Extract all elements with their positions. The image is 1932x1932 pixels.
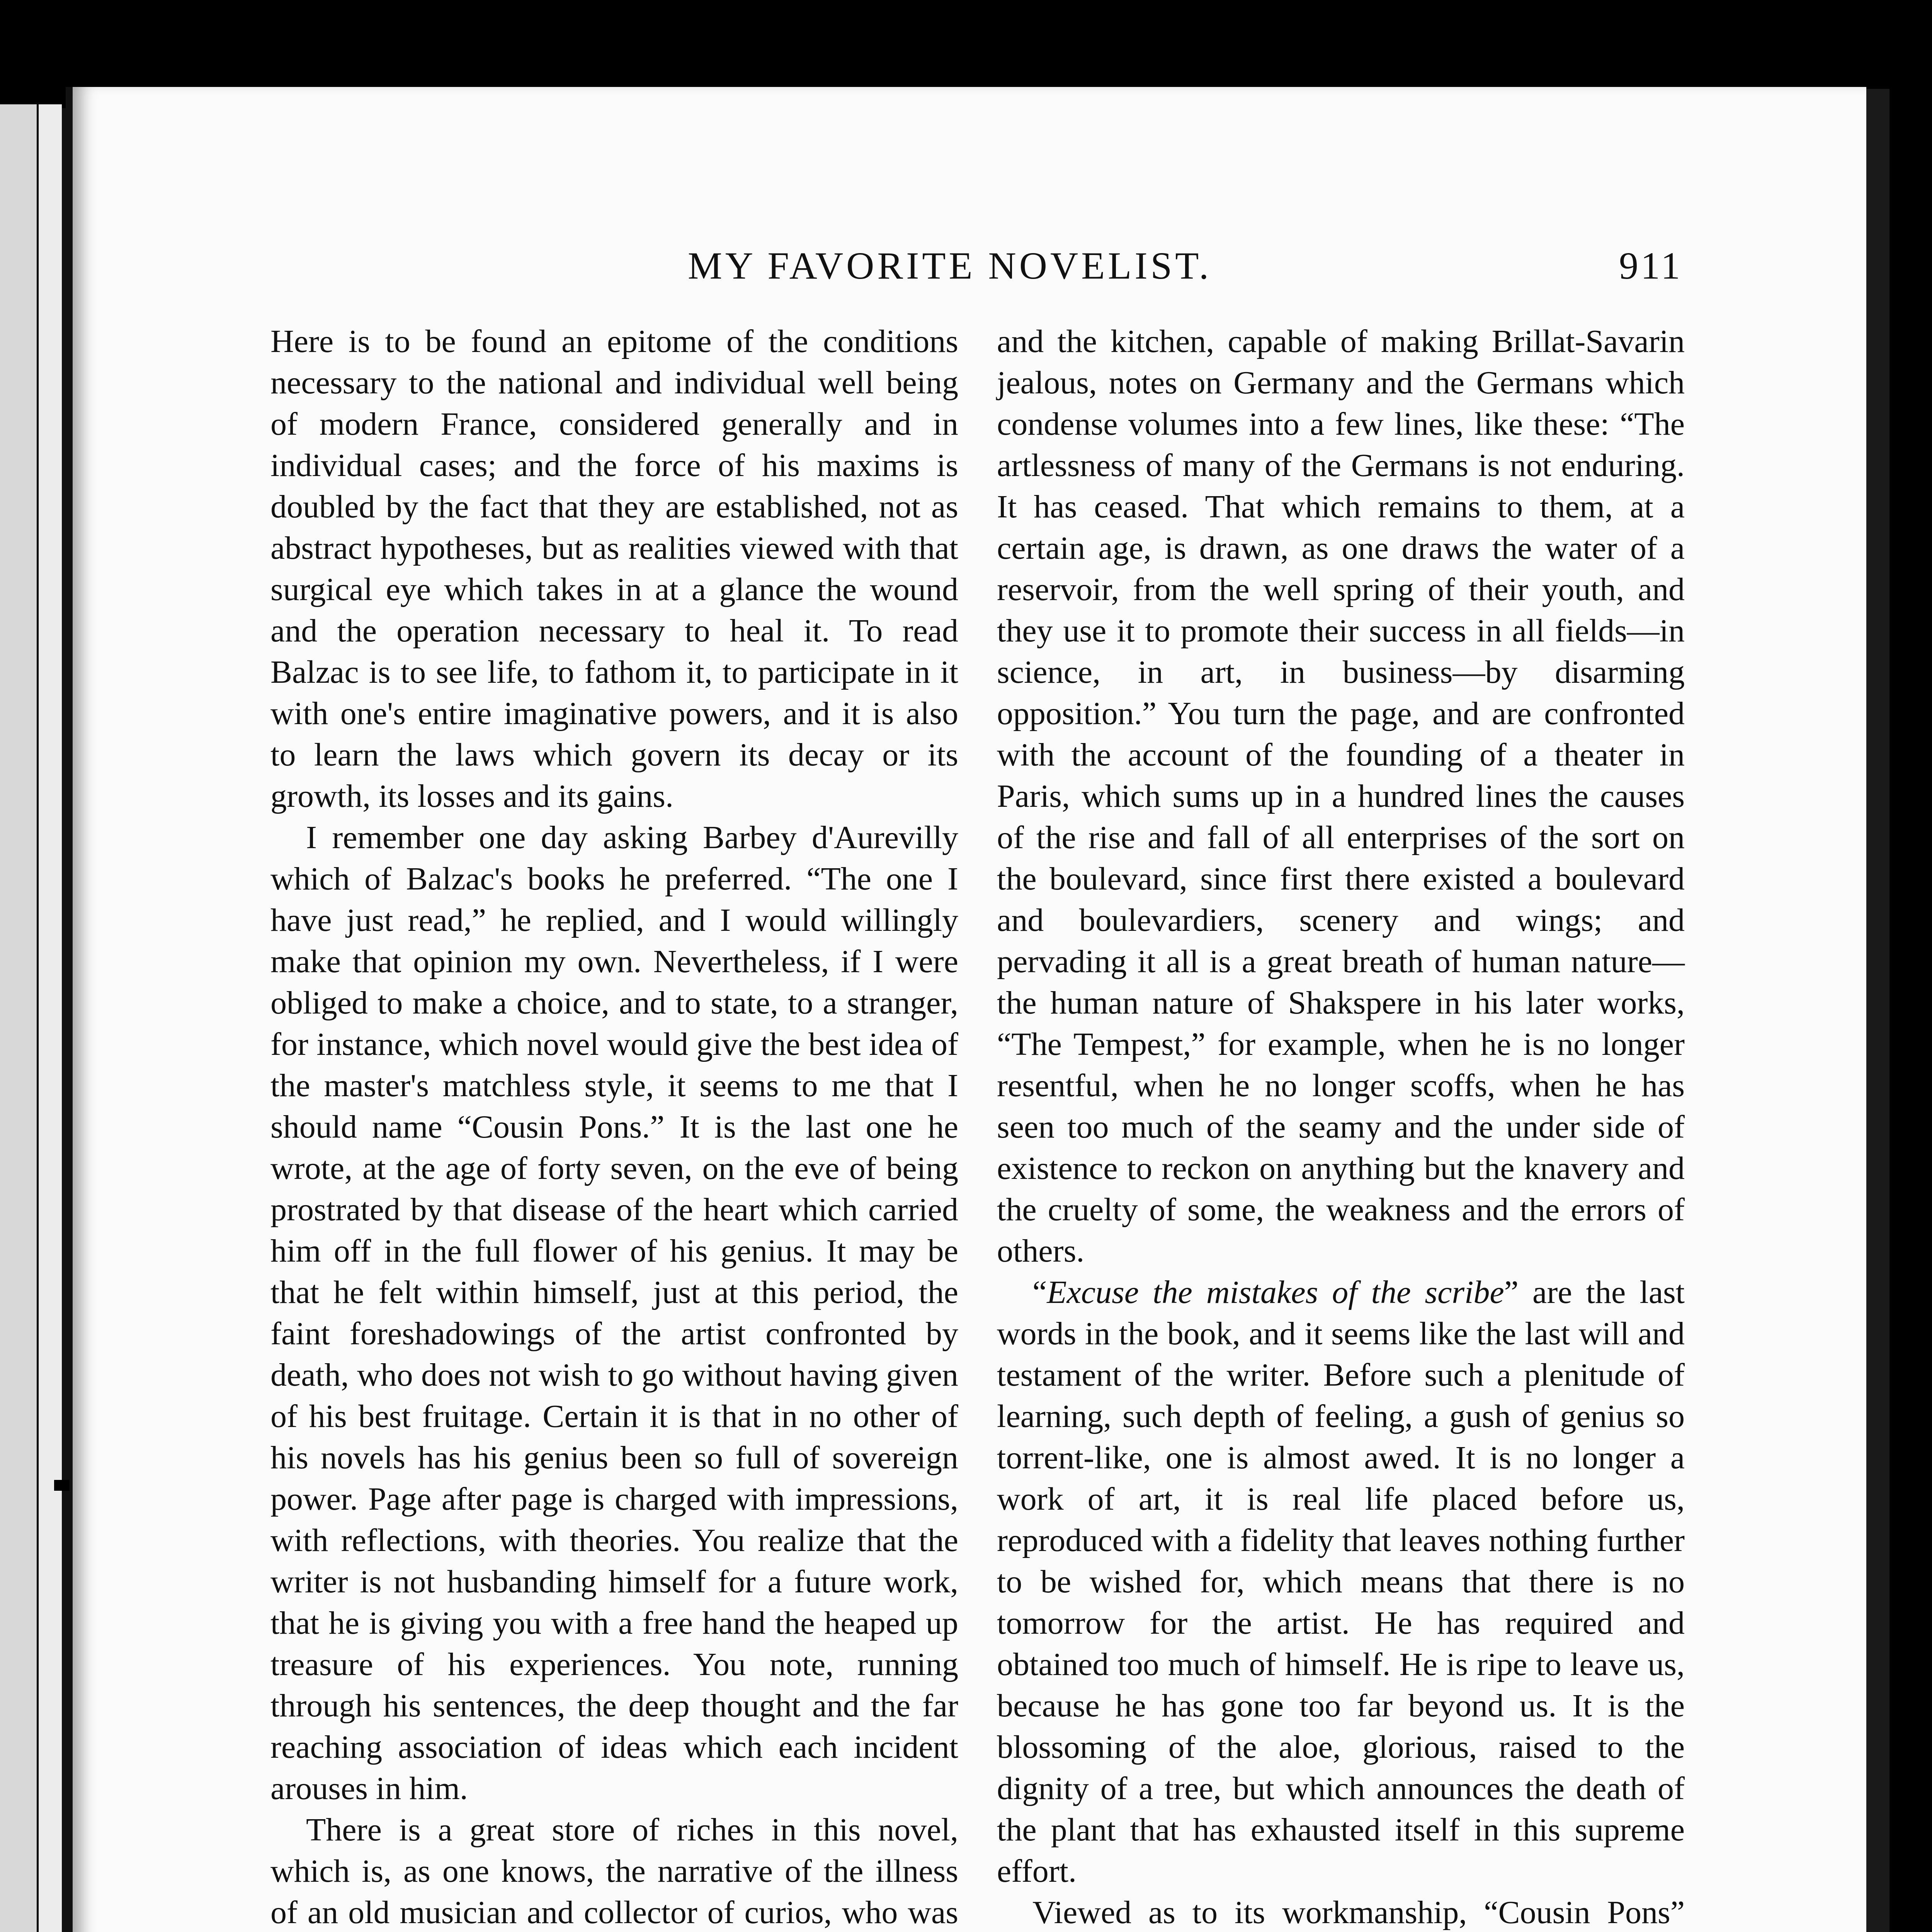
page-number: 911 [1619,244,1683,287]
paragraph-text: are the last words in the book, and it seems like the last will and testament of the writer. Before such a plenitude of learning, such depth of feeling, a gush of genius so torrent-like, one is almost awed. It is no longer a work of art, it is real life placed before us, reproduced with a fidelity that leaves nothing further to be wished for, which means that there is no tomorrow for the artist. He has required and obtained too much of himself. He is ripe to leave us, because he has gone too far beyond us. It is the blossoming of the aloe, glorious, raised to the dignity of a tree, but which announces the death of the plant that has exhausted itself in this supreme effort. [997,1274,1685,1889]
right-column [997,321,1685,1932]
page-right-edge [1866,89,1889,1932]
previous-page-edge-inner [39,104,62,1932]
previous-page-edge [0,104,37,1932]
left-column [270,321,958,1932]
paragraph: “Excuse the mistakes of the scribe” are the last words in the book, and it seems like the last will and testament of the writer. Before such a plenitude of learning, such depth of feeling, a gush of genius so torrent-like, one is almost awed. It is no longer a work of art, it is real life placed before us, reproduced with a fidelity that leaves nothing further to be wished for, which means that there is no tomorrow for the artist. He has required and obtained too much of himself. He is ripe to leave us, because he has gone too far beyond us. It is the blossoming of the aloe, glorious, raised to the dignity of a tree, but which announces the death of the plant that has exhausted itself in this supreme effort. [997,1274,1685,1889]
running-head: MY FAVORITE NOVELIST. [688,244,1212,287]
italic-quote: Excuse the mistakes of the scribe [1047,1274,1504,1310]
paragraph: Here is to be found an epitome of the conditions necessary to the national and individual well being of modern France, considered generally and in individual cases; and the force of his maxims is doubled by the fact that they are established, not as abstract hypotheses, but as realities viewed with that surgical eye which takes in at a glance the wound and the operation necessary to heal it. To read Balzac is to see life, to fathom it, to participate in it with one's entire imaginative powers, and it is also to learn the laws which govern its decay or its growth, its losses and its gains. [270,323,958,814]
paragraph: There is a great store of riches in this novel, which is, as one knows, the narrative of the illness of an old musician and collector of curios, who was [270,1812,958,1930]
paragraph: and the kitchen, capable of making Brillat-Savarin jealous, notes on Germany and the Germans which condense volumes into a few lines, like these: “The artlessness of many of the Germans is not enduring. It has ceased. That which remains to them, at a certain age, is drawn, as one draws the water of a reservoir, from the well spring of their youth, and they use it to promote their success in all fields—in science, in art, in business—by disarming opposition.” You turn the page, and are confronted with the account of the founding of a theater in Paris, which sums up in a hundred lines the causes of the rise and fall of all enterprises of the sort on the boulevard, since first there existed a boulevard and boulevardiers, scenery and wings; and pervading it all is a great breath of human nature—the human nature of Shakspere in his later works, “The Tempest,” for example, when he is no longer resentful, when he no longer scoffs, when he has seen too much of the seamy and the under side of existence to reckon on anything but the knavery and the cruelty of some, the weakness and the errors of others. [997,323,1685,1269]
binding-notch [54,1480,70,1491]
paragraph: I remember one day asking Barbey d'Aurevilly which of Balzac's books he preferred. “The one I have just read,” he replied, and I would willingly make that opinion my own. Nevertheless, if I were obliged to make a choice, and to state, to a stranger, for instance, which novel would give the best idea of the master's matchless style, it seems to me that I should name “Cousin Pons.” It is the last one he wrote, at the age of forty seven, on the eve of being prostrated by that disease of the heart which carried him off in the full flower of his genius. It may be that he felt within himself, just at this period, the faint foreshadowings of the artist confronted by death, who does not wish to go without having given of his best fruitage. Certain it is that in no other of his novels has his genius been so full of sovereign power. Page after page is charged with impressions, with reflections, with theories. You realize that the writer is not husbanding himself for a future work, that he is giving you with a free hand the heaped up treasure of his experiences. You note, running through his sentences, the deep thought and the far reaching association of ideas which each incident arouses in him. [270,820,958,1806]
book-spine [62,108,67,1932]
paragraph: Viewed as to its workmanship, “Cousin Pons” [1032,1895,1685,1930]
